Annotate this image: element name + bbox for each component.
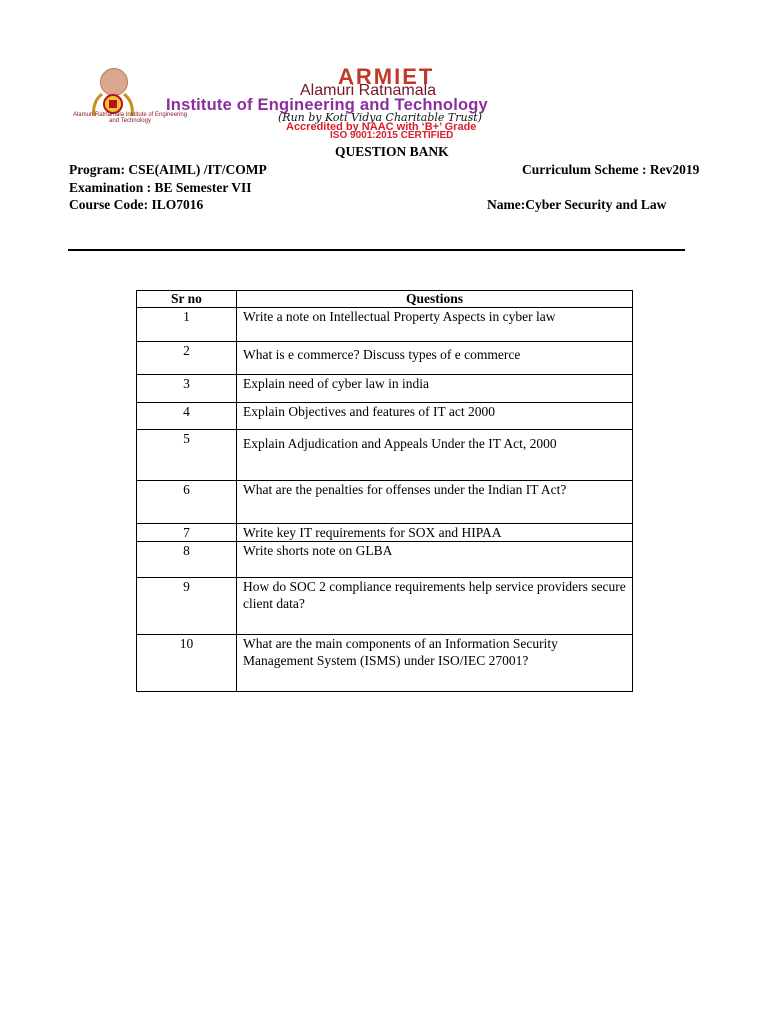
column-header-questions: Questions [237, 291, 633, 308]
sr-no-cell: 6 [137, 481, 237, 524]
sr-no-cell: 7 [137, 524, 237, 542]
naac-accreditation: Accredited by NAAC with ‘B+’ Grade [286, 121, 477, 133]
sr-no-cell: 1 [137, 308, 237, 342]
table-row [137, 430, 633, 481]
table-row [137, 403, 633, 430]
sr-no-cell: 10 [137, 635, 237, 692]
table-row [137, 342, 633, 375]
iso-certification: ISO 9001:2015 CERTIFIED [330, 130, 454, 141]
table-row [137, 542, 633, 578]
sr-no-cell: 5 [137, 430, 237, 481]
table-row [137, 375, 633, 403]
table-row [137, 481, 633, 524]
brand-logo-text: ARMIET [338, 64, 435, 89]
table-row [137, 578, 633, 635]
table-row [137, 524, 633, 542]
institute-name: Institute of Engineering and Technology [166, 96, 488, 114]
question-cell: Write a note on Intellectual Property Aspects in cyber law [237, 308, 633, 342]
college-short-name: Alamuri Ratnamala [300, 82, 437, 99]
question-cell: Explain Objectives and features of IT act 2000 [237, 403, 633, 430]
question-cell: What are the penalties for offenses under the Indian IT Act? [237, 481, 633, 524]
table-row [137, 308, 633, 342]
question-cell: Write key IT requirements for SOX and HIPAA [237, 524, 633, 542]
trust-line: (Run by Koti Vidya Charitable Trust) [278, 111, 482, 124]
header-divider [68, 249, 685, 251]
question-cell: Explain need of cyber law in india [237, 375, 633, 403]
logo-caption: Alamuri Ratnamala Institute of Engineering and Technology [72, 112, 188, 124]
sr-no-cell: 3 [137, 375, 237, 403]
program-line: Program: CSE(AIML) /IT/COMP [69, 162, 267, 177]
column-header-sr-no: Sr no [137, 291, 237, 308]
sr-no-cell: 4 [137, 403, 237, 430]
college-banner [68, 64, 676, 141]
examination-line: Examination : BE Semester VII [69, 180, 252, 195]
sr-no-cell: 2 [137, 342, 237, 375]
question-cell: What is e commerce? Discuss types of e commerce [237, 342, 633, 375]
sr-no-cell: 8 [137, 542, 237, 578]
question-cell: What are the main components of an Information Security Management System (ISMS) under ISO/IEC 27001? [237, 635, 633, 692]
course-code-line: Course Code: ILO7016 [69, 197, 204, 212]
table-header-row [137, 291, 633, 308]
question-cell: Write shorts note on GLBA [237, 542, 633, 578]
question-cell: How do SOC 2 compliance requirements help service providers secure client data? [237, 578, 633, 635]
document-title: QUESTION BANK [335, 144, 449, 159]
course-name-line: Name:Cyber Security and Law [487, 197, 667, 212]
curriculum-line: Curriculum Scheme : Rev2019 [522, 162, 700, 177]
question-table [136, 290, 633, 692]
question-cell: Explain Adjudication and Appeals Under the IT Act, 2000 [237, 430, 633, 481]
sr-no-cell: 9 [137, 578, 237, 635]
table-row [137, 635, 633, 692]
